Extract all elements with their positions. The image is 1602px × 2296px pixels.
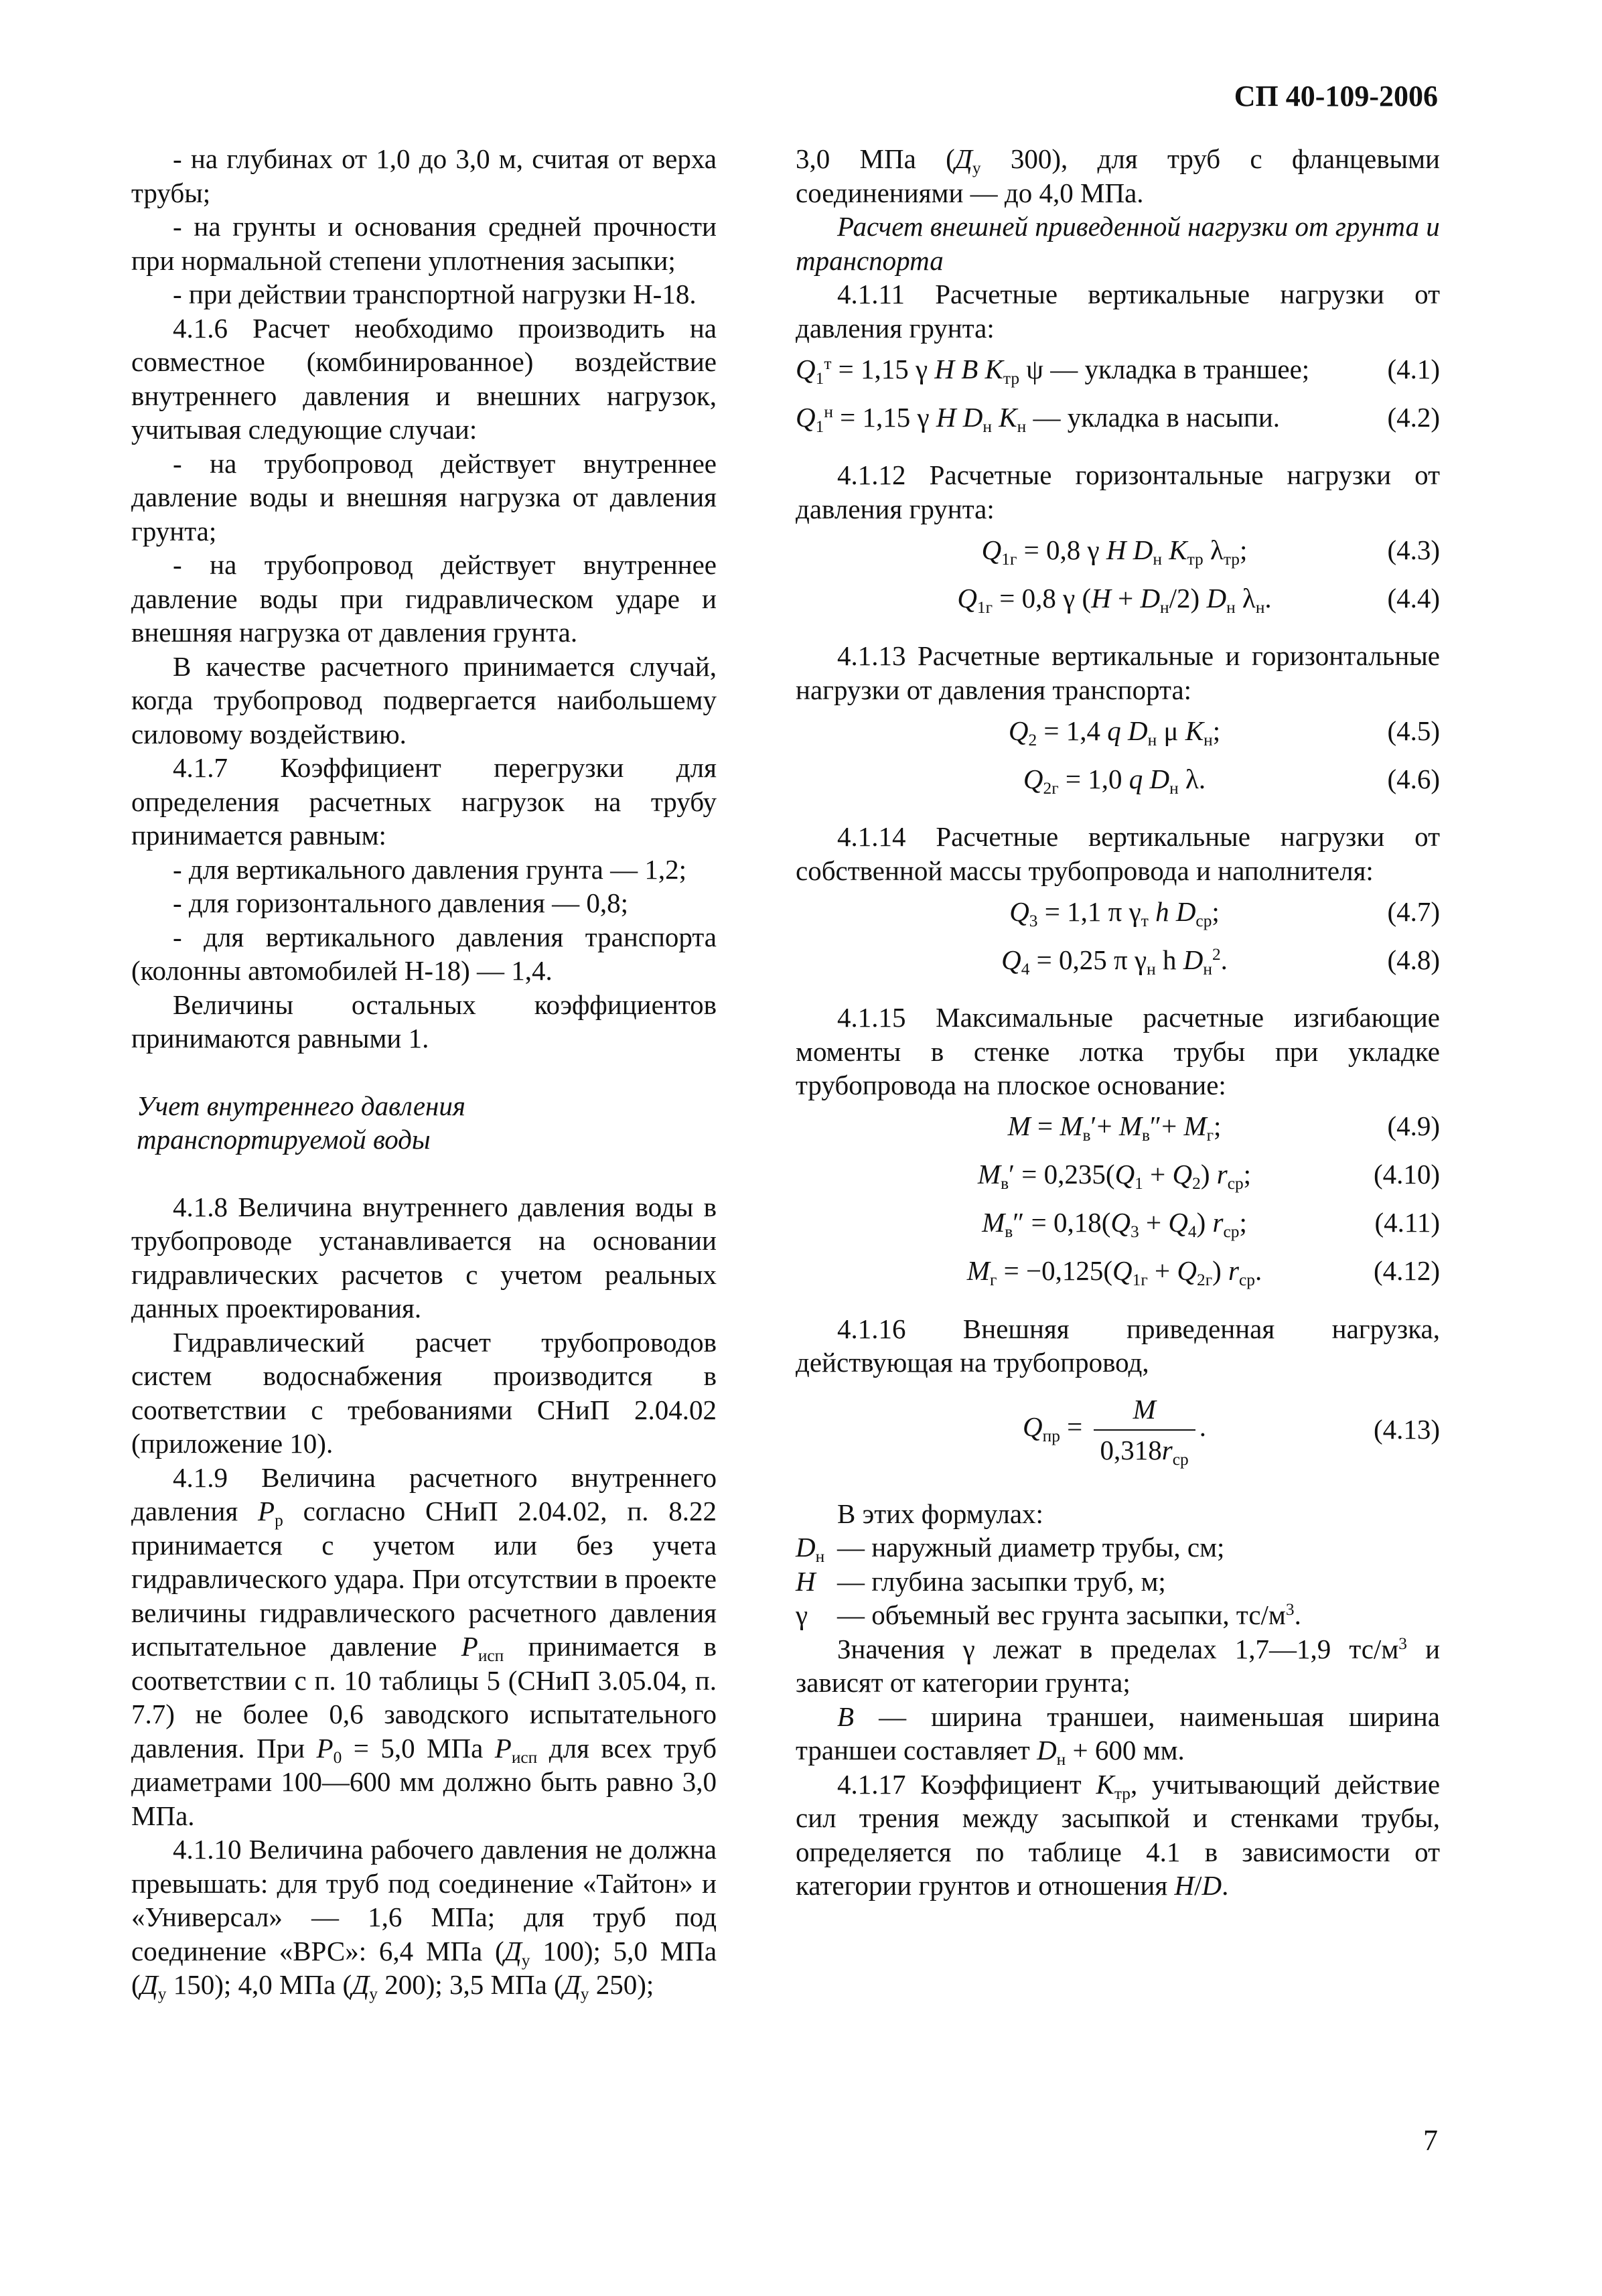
paragraph-4-1-14: 4.1.14 Расчетные вертикальные нагрузки от собственной массы трубопровода и наполнителя: [796, 821, 1440, 886]
equation-4-10: $M_в' = 0,235(Q_1 + Q_2)$ $r_{ср}$; (4.10) [977, 1159, 1440, 1194]
equation-4-6: $Q_{2г} = 1,0$ q $D_н$ λ. (4.6) [1023, 763, 1440, 798]
paragraph: В качестве расчетного принимается случай, когда трубопровод подвергается наибольшему силовому воздействию. [131, 650, 717, 749]
paragraph-4-1-13: 4.1.13 Расчетные вертикальные и горизонтальные нагрузки от давления транспорта: [796, 640, 1440, 705]
document-code: СП 40-109-2006 [1234, 80, 1438, 113]
definition-gamma: γ — объемный вес грунта засыпки, $тс/м^3$. [796, 1599, 1301, 1630]
equation-4-9: $M = M_в'+ M_в''+ M_г$; (4.9) [1007, 1110, 1440, 1145]
list-item: - при действии транспортной нагрузки Н-18. [173, 279, 697, 309]
equation-4-4: $Q_{1г} = 0,8$ γ $(H + D_н/2)$ $D_н$ $\lambda_н$. (4.4) [957, 582, 1440, 617]
list-item: - на грунты и основания средней прочности при нормальной степени уплотнения засыпки; [131, 211, 717, 276]
equation-4-7: $Q_3 = 1,1$ π $\gamma_т$ h $D_{ср}$; (4.7) [1009, 895, 1440, 930]
paragraph-4-1-16: 4.1.16 Внешняя приведенная нагрузка, действующая на трубопровод, [796, 1313, 1440, 1378]
paragraph-4-1-7: 4.1.7 Коэффициент перегрузки для определения расчетных нагрузок на трубу принимается равным: [131, 752, 717, 851]
list-item: - на глубинах от 1,0 до 3,0 м, считая от верха трубы; [131, 143, 717, 208]
definition-h: H — глубина засыпки труб, м; [796, 1565, 1166, 1597]
paragraph-4-1-15: 4.1.15 Максимальные расчетные изгибающие моменты в стенке лотка трубы при укладке трубопровода на плоское основание: [796, 1002, 1440, 1100]
section-subheading: Расчет внешней приведенной нагрузки от грунта и транспорта [796, 211, 1440, 276]
paragraph: Значения γ лежат в пределах 1,7—1,9 $тс/м^3$ и зависят от категории грунта; [796, 1633, 1441, 1698]
page-number: 7 [1423, 2124, 1438, 2157]
paragraph-4-1-9: 4.1.9 Величина расчетного внутреннего давления $P_р$ согласно СНиП 2.04.02, п. 8.22 принимается с учетом или без учета гидравлического удара. При отсутствии в проекте величины гидравлического расчетного давления испытательное давление $P_{исп}$ принимается в соответствии с п. 10 таблицы 5 (СНиП 3.05.04, п. 7.7) не более 0,6 заводского испытательного давления. При $P_0 = 5,0$ МПа $P_{исп}$ для всех труб диаметрами 100—600 мм должно быть равно 3,0 МПа. [131, 1461, 717, 1831]
paragraph: Гидравлический расчет трубопроводов систем водоснабжения производится в соответствии с требованиями СНиП 2.04.02 (приложение 10). [131, 1326, 717, 1459]
equation-4-11: $M_в'' = 0,18(Q_3 + Q_4)$ $r_{ср}$; (4.11) [982, 1207, 1440, 1242]
paragraph-4-1-8: 4.1.8 Величина внутреннего давления воды в трубопроводе устанавливается на основании гидравлических расчетов с учетом реальных данных проектирования. [131, 1191, 717, 1323]
definition-b: B — ширина траншеи, наименьшая ширина траншеи составляет $D_н + 600$ мм. [796, 1701, 1441, 1770]
paragraph-4-1-11: 4.1.11 Расчетные вертикальные нагрузки от давления грунта: [796, 279, 1440, 344]
list-item: - для вертикального давления транспорта (колонны автомобилей Н-18) — 1,4. [131, 921, 717, 986]
definition-dn: $D_н$ — наружный диаметр трубы, см; [796, 1532, 1225, 1567]
equation-4-1: $Q_1^т = 1,15$ γ H B $K_{тр}$ ψ — укладка в траншее; (4.1) [796, 353, 1440, 388]
right-column [796, 142, 1440, 1903]
paragraph-4-1-6: 4.1.6 Расчет необходимо производить на совместное (комбинированное) воздействие внутреннего давления и внешних нагрузок, учитывая следующие случаи: [131, 312, 717, 445]
equation-4-2: $Q_1^н = 1,15$ γ H $D_н$ $K_н$ — укладка в насыпи. (4.2) [796, 401, 1440, 436]
equation-4-5: $Q_2 = 1,4$ q $D_н$ μ $K_н$; (4.5) [1008, 715, 1440, 749]
paragraph-continuation: 3,0 МПа ($Д_у$ 300), для труб с фланцевыми соединениями — до 4,0 МПа. [796, 143, 1440, 208]
equation-4-12: $M_г = -0,125(Q_{1г} + Q_{2г})$ $r_{ср}$. (4.12) [966, 1255, 1440, 1290]
equation-4-8: $Q_4 = 0,25$ π $\gamma_н$ h $D_н^2$. (4.8) [1001, 944, 1440, 979]
paragraph: В этих формулах: [837, 1498, 1043, 1529]
list-item: - для горизонтального давления — 0,8; [173, 887, 629, 918]
paragraph: Величины остальных коэффициентов принимаются равными 1. [131, 989, 717, 1054]
paragraph-4-1-12: 4.1.12 Расчетные горизонтальные нагрузки от давления грунта: [796, 459, 1440, 524]
list-item: - для вертикального давления грунта — 1,2; [173, 853, 686, 885]
paragraph-4-1-10: 4.1.10 Величина рабочего давления не должна превышать: для труб под соединение «Тайтон» и «Универсал» — 1,6 МПа; для труб под соединение «ВРС»: 6,4 МПа ($Д_у$ 100); 5,0 МПа ($Д_у$ 150); 4,0 МПа ($Д_у$ 200); 3,5 МПа ($Д_у$ 250); [131, 1834, 717, 2004]
left-column [131, 142, 717, 2002]
paragraph-4-1-17: 4.1.17 Коэффициент $K_{тр}$, учитывающий действие сил трения между засыпкой и стенками трубы, определяется по таблице 4.1 в зависимости от категории грунтов и отношения H/D. [796, 1768, 1441, 1901]
list-item: - на трубопровод действует внутреннее давление воды при гидравлическом ударе и внешняя нагрузка от давления грунта. [131, 549, 717, 648]
section-subheading: Учет внутреннего давления транспортируемой воды [137, 1090, 465, 1155]
equation-4-13: $Q_{пр}$ = $\frac{M}{0,318r_{ср}}$ . (4.13) [1023, 1394, 1440, 1469]
symbol-definitions [796, 1497, 1440, 1768]
list-item: - на трубопровод действует внутреннее давление воды и внешняя нагрузка от давления грунта; [131, 447, 717, 547]
equation-4-3: $Q_{1г} = 0,8$ γ H $D_н$ $K_{тр}$ $\lambda_{тр}$; (4.3) [981, 534, 1440, 569]
